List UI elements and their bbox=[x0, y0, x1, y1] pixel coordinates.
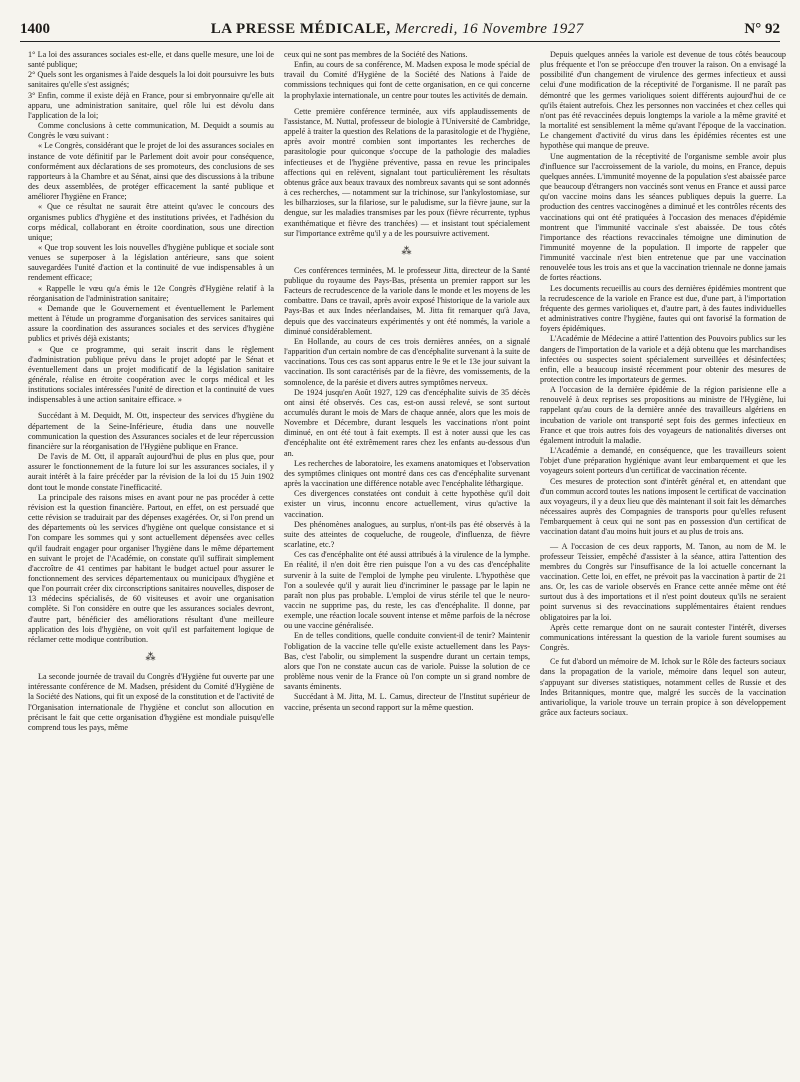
paragraph: Ces conférences terminées, M. le professeur Jitta, directeur de la Santé publique du royaume des Pays-Bas, présenta un premier rapport sur les Facteurs de recrudescence de la variole dans le monde et les moyens de les combattre. Dans ce travail, après avoir exposé l'historique de la variole aux Pays-Bas et aux Indes néerlandaises, M. Jitta fit remarquer qu'à Java, depuis que des vaccinateurs expérimentés y ont été nommés, la variole a diminué considérablement. bbox=[284, 265, 530, 336]
paragraph: ceux qui ne sont pas membres de la Société des Nations. bbox=[284, 50, 468, 59]
paragraph: Ces cas d'encéphalite ont été aussi attribués à la virulence de la lymphe. En réalité, il n'en doit être rien puisque l'on a vu des cas d'encéphalite survenir à la suite de l'emploi de lymphe peu virulente. L'hypothèse que l'on a soulevée qu'il y aurait lieu d'incriminer le passage par le lapin ne paraît non plus pas probable. L'emploi de virus stérile tel que le neuro-vaccin ne supprime pas, du reste, les cas d'encéphalite. Il donne, par exemple, une réaction locale souvent intense et même parfois de la nécrose ou une vaccine généralisée. bbox=[284, 550, 530, 631]
column-3 bbox=[540, 50, 786, 1060]
paragraph: Cette première conférence terminée, aux vifs applaudissements de l'assistance, M. Nuttal, professeur de biologie à l'Université de Cambridge, appelé à traiter la question des Relations de la parasitologie et de l'hygiène, après avoir montré combien sont importantes les recherches de parasitologie pour quiconque s'occupe de la pathologie des maladies infectieuses et de l'hygiène préventive, passa en revue les principales affections qui en relèvent, signalant tout particulièrement les résultats obtenus grâce aux beaux travaux des nombreux savants qui se sont adonnés à ces recherches, — notamment sur la trichinose, sur l'ankylostomiase, sur les bilharzioses, sur la filariose, sur le paludisme, sur la fièvre jaune, sur la dengue, sur les maladies transmises par les poux (fièvre récurrente, typhus exanthématique et fièvre des tranchées) — et insistant tout spécialement sur l'importance extrême qu'il y a de les poursuivre activement. bbox=[284, 106, 530, 238]
paragraph: 3° Enfin, comme il existe déjà en France, pour si embryonnaire qu'elle ait apparu, une administration sanitaire, quel rôle lui est dévolu dans l'application de la loi; bbox=[28, 90, 274, 120]
paragraph: 1° La loi des assurances sociales est-elle, et dans quelle mesure, une loi de santé publique; bbox=[28, 50, 274, 70]
paragraph: Enfin, au cours de sa conférence, M. Madsen exposa le mode spécial de travail du Comité d'Hygiène de la Société des Nations à l'aide de commissions techniques qui font de cette organisation, en ce qui concerne la prophylaxie internationale, un centre pour toutes les activités de demain. bbox=[284, 60, 530, 100]
paragraph: Ces divergences constatées ont conduit à cette hypothèse qu'il doit exister un virus, inconnu encore actuellement, virus qu'active la vaccination. bbox=[284, 489, 530, 519]
paragraph: — A l'occasion de ces deux rapports, M. Tanon, au nom de M. le professeur Teissier, empêché d'assister à la séance, attira l'attention des membres du Congrès sur l'insuffisance de la loi actuelle concernant la vaccination. Cette loi, en effet, ne prévoit pas la vaccination à partir de 21 ans. Or, les cas de variole observés en France cette année même ont été surtout dus à des importations et il n'est point douteux qu'ils ne seraient point survenus si des revaccinations supplémentaires étaient rendues obligatoires par la loi. bbox=[540, 541, 786, 622]
paragraph: 2° Quels sont les organismes à l'aide desquels la loi doit poursuivre les buts sanitaires qu'elle s'est assignés; bbox=[28, 70, 274, 90]
paragraph: De l'avis de M. Ott, il apparaît aujourd'hui de plus en plus que, pour assurer le fonctionnement de la future loi sur les assurances sociales, il y aurait intérêt à la faire précéder par la révision de la loi du 15 Juin 1902 dont tout le monde constate l'inefficacité. bbox=[28, 452, 274, 492]
paragraph: La seconde journée de travail du Congrès d'Hygiène fut ouverte par une intéressante conférence de M. Madsen, président du Comité d'Hygiène de la Société des Nations, qui fit un exposé de la constitution et de l'activité de l'Organisation internationale de l'hygiène et conclut son allocution en précisant le fait que cette organisation d'hygiène est mondiale puisqu'elle comprend tous les pays, même bbox=[28, 672, 274, 732]
issue-number: N° 92 bbox=[744, 21, 780, 37]
paragraph: « Que trop souvent les lois nouvelles d'hygiène publique et sociale sont venues se superposer à la législation antérieure, sans que soient sauvegardées l'unité d'action et la continuité de vue indispensables à un rendement efficace; bbox=[28, 242, 274, 283]
article-columns bbox=[28, 50, 786, 1060]
paragraph: Des phénomènes analogues, au surplus, n'ont-ils pas été observés à la suite des atteintes de coqueluche, de rougeole, d'influenza, de fièvre scarlatine, etc.? bbox=[284, 519, 530, 550]
paragraph: « Que ce programme, qui serait inscrit dans le règlement d'administration publique prévu dans le projet adopté par le Sénat et éventuellement dans un projet modificatif de la législation sanitaire générale, réalise en étroite coopération avec le corps médical et les institutions sociales intéressées l'unité de direction et la continuité de vues indispensables à une action sanitaire efficace. » bbox=[28, 344, 274, 405]
paragraph: Une augmentation de la réceptivité de l'organisme semble avoir plus d'influence sur l'accroissement de la variole, du moins, en France, depuis quelques années. L'immunité moyenne de la population s'est abaissée parce que beaucoup d'étrangers non vaccinés sont venus en France et aussi parce qu'on vaccine moins dans les séances publiques depuis la guerre. La production des centres vaccinogènes a diminué et les contrôles récents des vaccinations qui ont été pratiquées à l'occasion des menaces d'épidémie montrent que l'immunité vaccinale s'est abaissée. De tous côtés l'importance des réactions revaccinales témoigne une diminution de l'immunité moyenne de la population. Il importe de rappeler que l'immunité vaccinale n'est bien entretenue que par une vaccination renouvelée tous les trois ans et que la vaccination triennale ne donne jamais de fortes réactions. bbox=[540, 151, 786, 283]
paragraph: Succédant à M. Dequidt, M. Ott, inspecteur des services d'hygiène du département de la Seine-Inférieure, étudia dans une nouvelle communication la question des Assurances sociales et de leur répercussion financière sur la réorganisation de l'Hygiène publique en France. bbox=[28, 411, 274, 451]
paragraph: « Rappelle le vœu qu'a émis le 12e Congrès d'Hygiène relatif à la réorganisation de l'administration sanitaire; bbox=[28, 283, 274, 303]
paragraph: Les documents recueillis au cours des dernières épidémies montrent que la recrudescence de la variole en France est due, d'une part, à l'importation fréquente des germes varioliques et, d'autre part, à des fautes individuelles et administratives contre l'hygiène, fautes qui ont favorisé la formation de foyers épidémiques. bbox=[540, 283, 786, 334]
paragraph: Ces mesures de protection sont d'intérêt général et, en attendant que d'un commun accord toutes les nations imposent le certificat de vaccination aux voyageurs, il y a deux lieu que dès maintenant il soit fait les démarches nécessaires auprès des Compagnies de transports pour qu'elles refusent l'embarquement à ceux qui ne sont pas en possession d'un certificat de vaccination datant d'au moins huit jours et au plus de trois ans. bbox=[540, 476, 786, 537]
paragraph: Les recherches de laboratoire, les examens anatomiques et l'observation des symptômes cliniques ont montré dans ces cas d'encéphalite survenant après la vaccination une différence notable avec l'encéphalite léthargique. bbox=[284, 458, 530, 489]
paragraph: Succédant à M. Jitta, M. L. Camus, directeur de l'Institut supérieur de vaccine, présenta un second rapport sur la même question. bbox=[284, 692, 530, 712]
journal-name: LA PRESSE MÉDICALE, bbox=[210, 21, 391, 37]
paragraph: En de telles conditions, quelle conduite convient-il de tenir? Maintenir l'obligation de la vaccine telle qu'elle existe actuellement dans les Pays-Bas, c'est l'abolir, ou simplement la suspendre durant un certain temps, alors que l'on ne constate aucun cas de variole. Puisse la solution de ce problème nous venir de la France où l'on compte un si grand nombre de savants éminents. bbox=[284, 631, 530, 692]
paragraph: De 1924 jusqu'en Août 1927, 129 cas d'encéphalite suivis de 35 décès ont ainsi été observés. Ces cas, est-on aussi relevé, se sont surtout accumulés durant le mois de Mars de chaque année, alors que les mois de Novembre et Décembre, durant lesquels les vaccinations n'ont point diminué, en ont été tout à fait exempts. Il est à noter aussi que les cas d'encéphalite ont été extrêmement rares chez les enfants au-dessous d'un an. bbox=[284, 387, 530, 458]
paragraph: « Que ce résultat ne saurait être atteint qu'avec le concours des organismes publics d'hygiène et des institutions privées, et l'adhésion du corps médical, collaborant en étroite coordination, sous une direction unique; bbox=[28, 202, 274, 242]
column-2 bbox=[284, 50, 530, 1060]
section-separator: ⁂ bbox=[145, 652, 157, 664]
paragraph: En Hollande, au cours de ces trois dernières années, on a signalé l'apparition d'un certain nombre de cas d'encéphalite survenant à la suite de vaccinations. Tous ces cas sont apparus entre le 9e et le 13e jour suivant la vaccination. Ils sont caractérisés par de la fièvre, des vomissements, de la somnolence, de la parésie et divers autres symptômes nerveux. bbox=[284, 336, 530, 387]
section-separator: ⁂ bbox=[401, 245, 413, 257]
paragraph: A l'occasion de la dernière épidémie de la région parisienne elle a renouvelé à deux reprises ses propositions au ministre de l'Hygiène, lui rappelant qu'au cours de la dernière année des travailleurs algériens en incubation de variole ont transporté sept fois des germes infectieux en France et que trois autres fois des voyageurs de nationalités diverses ont également introduit la maladie. bbox=[540, 385, 786, 445]
issue-date: Mercredi, 16 Novembre 1927 bbox=[394, 21, 584, 37]
paragraph: « Le Congrès, considérant que le projet de loi des assurances sociales en instance de vote définitif par le Parlement doit avoir pour conséquence, conformément aux déclarations de ses promoteurs, des conclusions de ses rapporteurs à la Chambre et au Sénat, ainsi que des discussions à la tribune des deux assemblées, de protéger efficacement la santé publique et améliorer l'hygiène en France; bbox=[28, 141, 274, 202]
paragraph: Comme conclusions à cette communication, M. Dequidt a soumis au Congrès le vœu suivant : bbox=[28, 121, 274, 141]
page-header bbox=[20, 16, 780, 42]
paragraph: Ce fut d'abord un mémoire de M. Ichok sur le Rôle des facteurs sociaux dans la propagation de la variole, mémoire dans lequel son auteur, s'appuyant sur diverses statistiques, notamment celles de Russie et des Indes Britanniques, montre que, malgré les succès de la vaccination antivariolique, la variole trouve un terrain propice à son développement grâce aux facteurs sociaux. bbox=[540, 657, 786, 717]
paragraph: La principale des raisons mises en avant pour ne pas procéder à cette révision est la question financière. Partout, en effet, on est persuadé que cette révision se traduirait par des dépenses exagérées. Or, si l'on prend un des départements où les services d'hygiène ont quelque consistance et si l'on compare les sommes qui y sont actuellement dépensées avec celles qu'il faudrait engager pour organiser l'hygiène dans le même département en suivant le projet de l'Académie, on constate qu'il suffirait simplement d'accroître de 41 centimes par habitant le budget actuel pour assurer le fonctionnement des services départementaux ou municipaux d'hygiène et que l'on pourrait créer dix circonscriptions sanitaires nouvelles, disposer de 13 médecins spécialisés, de 60 visiteuses et avoir une organisation complète. Si l'on considère en outre que les assurances sociales devront, d'autre part, bénéficier des améliorations résultant d'une meilleure application des lois d'hygiène, on voit qu'il est parfaitement logique de réclamer cette modique contribution. bbox=[28, 492, 274, 644]
paragraph: Depuis quelques années la variole est devenue de tous côtés beaucoup plus fréquente et l'on se préoccupe d'en trouver la raison. On a envisagé la possibilité d'un changement de virulence des germes infectieux et aussi celui d'une modification de la réceptivité de l'organisme. Il ne paraît pas démontré que les germes varioliques soient différents aujourd'hui de ce qu'ils étaient autrefois. Chez les personnes non vaccinées et chez celles qui n'ont pas été revaccinées depuis longtemps la variole a la même gravité et la mortalité est sensiblement la même qu'avant l'époque de la vaccination. Le changement d'activité du virus dans les épidémies récentes est une hypothèse qui manque de preuve. bbox=[540, 50, 786, 151]
journal-title bbox=[211, 21, 584, 38]
page-number: 1400 bbox=[20, 21, 50, 37]
paragraph: Après cette remarque dont on ne saurait contester l'intérêt, diverses communications intéressant la question de la variole furent soumises au Congrès. bbox=[540, 622, 786, 653]
paragraph: L'Académie a demandé, en conséquence, que les travailleurs soient l'objet d'une préparation hygiénique avant leur embarquement et que les voyageurs soient porteurs d'un certificat de vaccination récente. bbox=[540, 446, 786, 476]
paragraph: L'Académie de Médecine a attiré l'attention des Pouvoirs publics sur les dangers de l'importation de la variole et a déjà obtenu que les marchandises infectées ou suspectes soient spécialement surveillées et désinfectées; enfin, elle a beaucoup insisté récemment pour obtenir des mesures de protection contre les importateurs de germes. bbox=[540, 334, 786, 384]
column-1 bbox=[28, 50, 274, 1060]
paragraph: « Demande que le Gouvernement et éventuellement le Parlement mettent à l'étude un programme d'organisation des services sanitaires qui assure la coordination des assurances sociales et des services d'hygiène publics et privés déjà existants; bbox=[28, 303, 274, 344]
